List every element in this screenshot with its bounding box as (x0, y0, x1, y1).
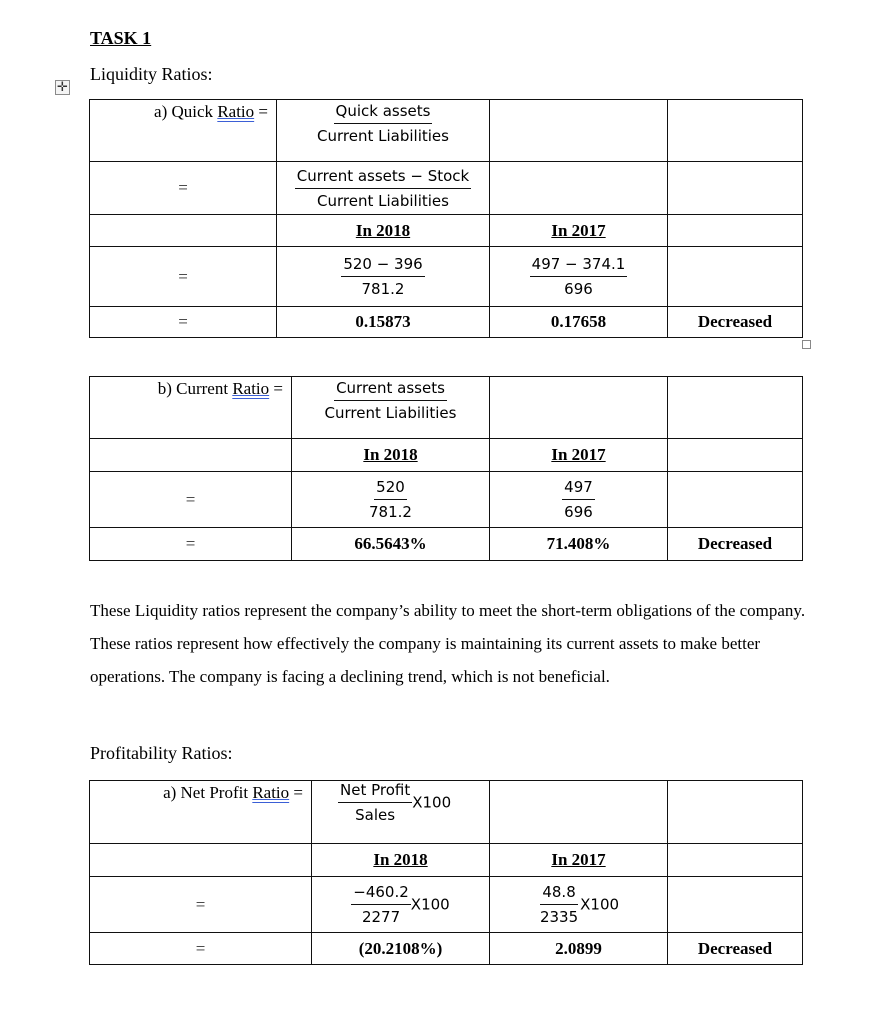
empty-cell (668, 844, 803, 877)
spellcheck-word[interactable]: Ratio (232, 379, 270, 398)
year-2017-header: In 2017 (490, 844, 668, 877)
empty-cell (668, 162, 803, 215)
table-row (90, 377, 803, 439)
table-row (90, 100, 803, 162)
equals-sign: = (90, 877, 312, 933)
table-row (90, 877, 803, 933)
calc-2018: $\frac{520}{781.2}$ (292, 472, 490, 528)
empty-cell (668, 215, 803, 247)
net-profit-formula: $\frac{\text{Net Profit}}{\text{Sales}}$ X100 (312, 781, 490, 844)
current-ratio-table (89, 376, 803, 561)
year-2018-header: In 2018 (277, 215, 490, 247)
trend-label: Decreased (668, 933, 803, 965)
year-2017-header: In 2017 (490, 439, 668, 472)
table-row (90, 215, 803, 247)
quick-ratio-label: a) Quick Ratio = (90, 100, 277, 162)
empty-cell (668, 377, 803, 439)
profitability-heading: Profitability Ratios: (90, 743, 233, 763)
empty-cell (668, 472, 803, 528)
table-row (90, 472, 803, 528)
result-2018: (20.2108%) (312, 933, 490, 965)
task-title: TASK 1 (90, 28, 152, 48)
empty-cell (668, 781, 803, 844)
calc-2018: $\frac{520 - 396}{781.2}$ (277, 247, 490, 307)
table-row (90, 528, 803, 561)
trend-label: Decreased (668, 307, 803, 338)
equals-sign: = (90, 933, 312, 965)
table-row (90, 933, 803, 965)
quick-ratio-formula: $\frac{\text{Quick assets}}{\text{Current Liabilities}}$ (277, 100, 490, 162)
liquidity-heading: Liquidity Ratios: (90, 64, 213, 84)
table-row (90, 307, 803, 338)
current-ratio-label: b) Current Ratio = (90, 377, 292, 439)
empty-cell (90, 215, 277, 247)
table-resize-handle[interactable] (802, 340, 811, 349)
calc-2017: $\frac{48.8}{2335}$ X100 (490, 877, 668, 933)
calc-2017: $\frac{497 - 374.1}{696}$ (490, 247, 668, 307)
equals-sign: = (90, 528, 292, 561)
empty-cell (668, 247, 803, 307)
equals-sign: = (90, 247, 277, 307)
net-profit-ratio-label: a) Net Profit Ratio = (90, 781, 312, 844)
empty-cell (90, 844, 312, 877)
empty-cell (668, 100, 803, 162)
result-2017: 71.408% (490, 528, 668, 561)
table-row (90, 439, 803, 472)
table-row (90, 162, 803, 215)
year-2018-header: In 2018 (312, 844, 490, 877)
table-row (90, 781, 803, 844)
empty-cell (90, 439, 292, 472)
table-row (90, 247, 803, 307)
equals-sign: = (90, 472, 292, 528)
net-profit-ratio-table (89, 780, 803, 965)
quick-ratio-formula-expanded: $\frac{\text{Current assets − Stock}}{\text{Current Liabilities}}$ (277, 162, 490, 215)
result-2017: 0.17658 (490, 307, 668, 338)
spellcheck-word[interactable]: Ratio (252, 783, 290, 802)
spellcheck-word[interactable]: Ratio (217, 102, 255, 121)
empty-cell (668, 439, 803, 472)
empty-cell (490, 100, 668, 162)
trend-label: Decreased (668, 528, 803, 561)
liquidity-explanation: These Liquidity ratios represent the company’s ability to meet the short-term obligations of the company. These ratios represent how effectively the company is maintaining its current assets to make better operations. The company is facing a declining trend, which is not beneficial. (90, 601, 806, 686)
empty-cell (490, 781, 668, 844)
empty-cell (490, 377, 668, 439)
current-ratio-formula: $\frac{\text{Current assets}}{\text{Current Liabilities}}$ (292, 377, 490, 439)
equals-sign: = (90, 307, 277, 338)
quick-ratio-table (89, 99, 803, 338)
empty-cell (668, 877, 803, 933)
table-row (90, 844, 803, 877)
result-2017: 2.0899 (490, 933, 668, 965)
result-2018: 0.15873 (277, 307, 490, 338)
year-2018-header: In 2018 (292, 439, 490, 472)
year-2017-header: In 2017 (490, 215, 668, 247)
calc-2017: $\frac{497}{696}$ (490, 472, 668, 528)
table-move-handle-icon[interactable]: ✛ (55, 80, 70, 95)
calc-2018: $\frac{-460.2}{2277}$ X100 (312, 877, 490, 933)
equals-sign: = (90, 162, 277, 215)
result-2018: 66.5643% (292, 528, 490, 561)
empty-cell (490, 162, 668, 215)
